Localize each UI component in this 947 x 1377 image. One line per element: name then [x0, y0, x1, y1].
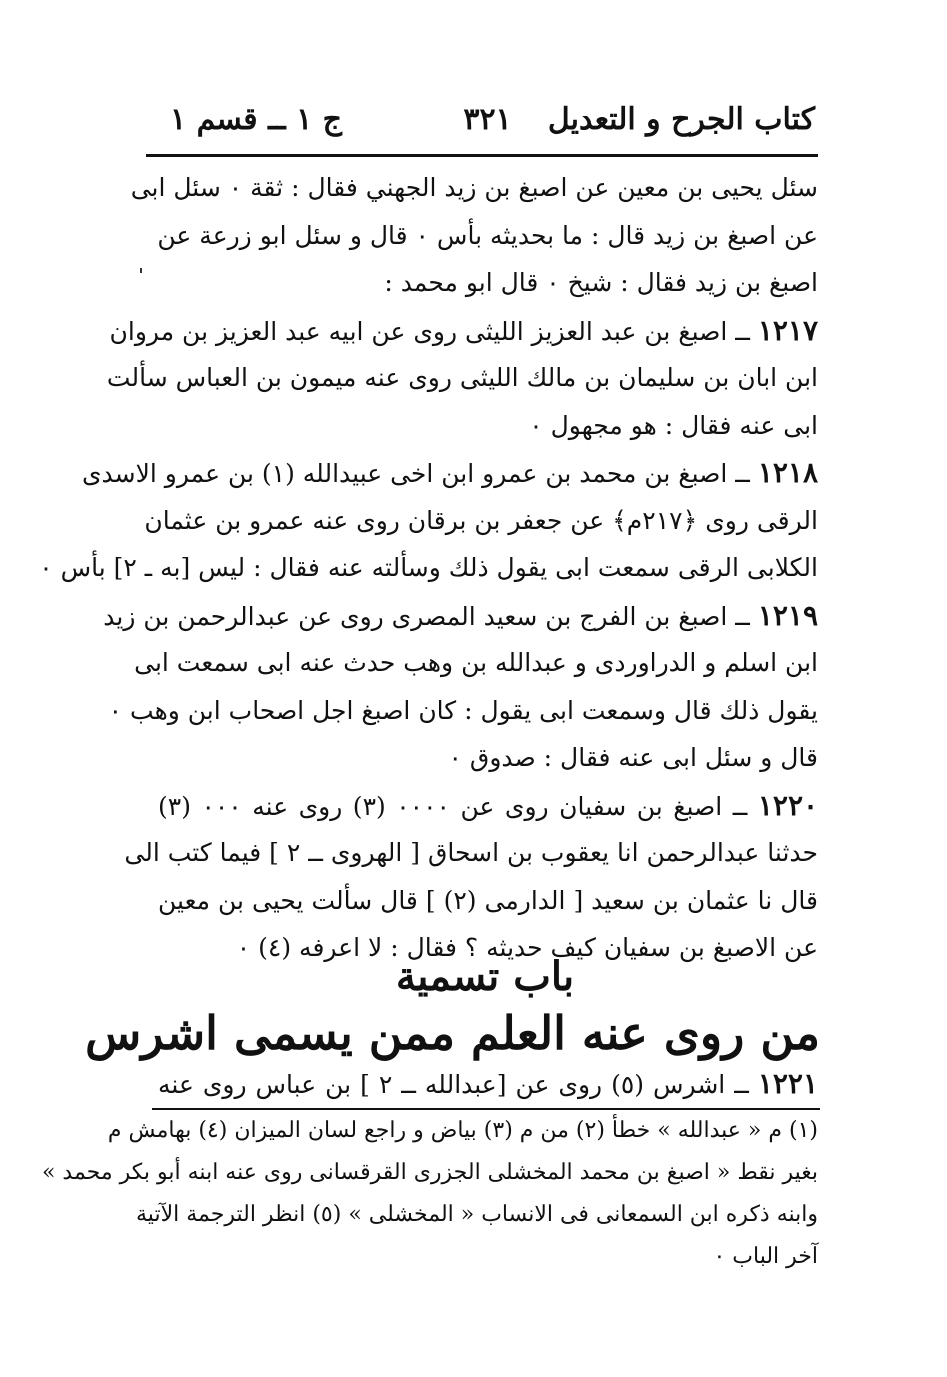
line-text: يقول ذلك قال وسمعت ابى يقول : كان اصبغ اجل اصحاب ابن وهب ٠ — [108, 695, 818, 725]
line-text: ــ اصبغ بن سفيان روى عن ٠٠٠٠ (٣) روى عنه ٠٠٠ (٣) — [158, 791, 748, 821]
text-line — [81, 449, 818, 497]
entry-number: ١٢٢١ — [757, 1067, 818, 1100]
line-text: ابى عنه فقال : هو مجهول ٠ — [529, 410, 818, 440]
entry-number: ١٢١٨ — [757, 456, 818, 489]
text-line — [130, 164, 818, 212]
line-text: اصبغ بن زيد فقال : شيخ ٠ قال ابو محمد : — [384, 268, 818, 297]
text-line — [158, 1060, 818, 1108]
volume-part: ج ١ ــ قسم ١ — [170, 102, 343, 137]
text-line — [158, 402, 818, 450]
text-line — [109, 307, 818, 355]
text-line — [158, 782, 818, 830]
text-line — [124, 829, 818, 877]
chapter-heading-line-2: من روى عنه العلم ممن يسمى اشرس — [85, 1006, 820, 1060]
line-text: ابن ابان بن سليمان بن مالك الليثى روى عنه ميمون بن العباس سألت — [106, 363, 818, 392]
line-text: سئل يحيى بن معين عن اصبغ بن زيد الجهني فقال : ثقة ٠ سئل ابى — [130, 173, 818, 202]
text-line — [134, 639, 818, 687]
text-line — [158, 212, 818, 260]
entry-number: ١٢١٧ — [757, 313, 818, 347]
running-header — [160, 96, 815, 152]
footnote-line: بغير نقط « اصبغ بن محمد المخشلى الجزرى القرقسانى روى عنه ابنه أبو بكر محمد » — [41, 1160, 818, 1185]
text-line — [108, 687, 818, 735]
line-text: ــ اصبغ بن الفرج بن سعيد المصرى روى عن عبدالرحمن بن زيد — [103, 601, 750, 631]
line-text: قال نا عثمان بن سعيد [ الدارمى (٢) ] قال سألت يحيى بن معين — [158, 885, 818, 915]
line-text: حدثنا عبدالرحمن انا يعقوب بن اسحاق [ الهروى ــ ٢ ] فيما كتب الى — [124, 838, 818, 867]
footnote-line: وابنه ذكره ابن السمعانى فى الانساب « المخشلى » (٥) انظر الترجمة الآتية — [136, 1202, 818, 1227]
line-text: عن الاصبغ بن سفيان كيف حديثه ؟ فقال : لا اعرفه (٤) ٠ — [236, 933, 818, 962]
main-text — [39, 164, 819, 972]
footnote-line: آخر الباب ٠ — [713, 1244, 818, 1269]
line-text: عن اصبغ بن زيد قال : ما بحديثه بأس ٠ قال و سئل ابو زرعة عن — [157, 220, 818, 250]
text-line — [103, 592, 818, 640]
text-line — [158, 877, 818, 925]
entry-number: ١٢٢٠ — [757, 788, 819, 822]
line-text: الرقى روى ﴿٢١٧م﴾ عن جعفر بن برقان روى عنه عمرو بن عثمان — [144, 505, 818, 535]
line-text: قال و سئل ابى عنه فقال : صدوق ٠ — [448, 743, 818, 772]
text-line — [158, 259, 818, 307]
page-number: ٣٢١ — [463, 102, 512, 137]
book-title: كتاب الجرح و التعديل — [547, 102, 815, 137]
footnotes — [41, 1110, 818, 1278]
text-line — [39, 544, 818, 592]
chapter-heading-line-1: باب تسمية — [395, 953, 575, 1000]
entry-1221 — [158, 1060, 818, 1108]
entry-number: ١٢١٩ — [757, 598, 818, 632]
ink-speck — [140, 268, 142, 273]
header-rule — [146, 154, 818, 157]
text-line — [158, 734, 818, 782]
line-text: ــ اصبغ بن عبد العزيز الليثى روى عن ابيه عبد العزيز بن مروان — [109, 316, 750, 346]
entry-text: ــ اشرس (٥) روى عن [عبدالله ــ ٢ ] بن عباس روى عنه — [158, 1070, 749, 1099]
footnote-line: (١) م « عبدالله » خطأ (٢) من م (٣) بياض و راجع لسان الميزان (٤) بهامش م — [107, 1118, 818, 1143]
line-text: ــ اصبغ بن محمد بن عمرو ابن اخى عبيدالله (١) بن عمرو الاسدى — [81, 459, 750, 488]
text-line — [144, 497, 818, 545]
text-line — [106, 354, 818, 402]
line-text: الكلابى الرقى سمعت ابى يقول ذلك وسألته عنه فقال : ليس [به ـ ٢] بأس ٠ — [39, 553, 818, 582]
line-text: ابن اسلم و الدراوردى و عبدالله بن وهب حدث عنه ابى سمعت ابى — [134, 648, 818, 677]
